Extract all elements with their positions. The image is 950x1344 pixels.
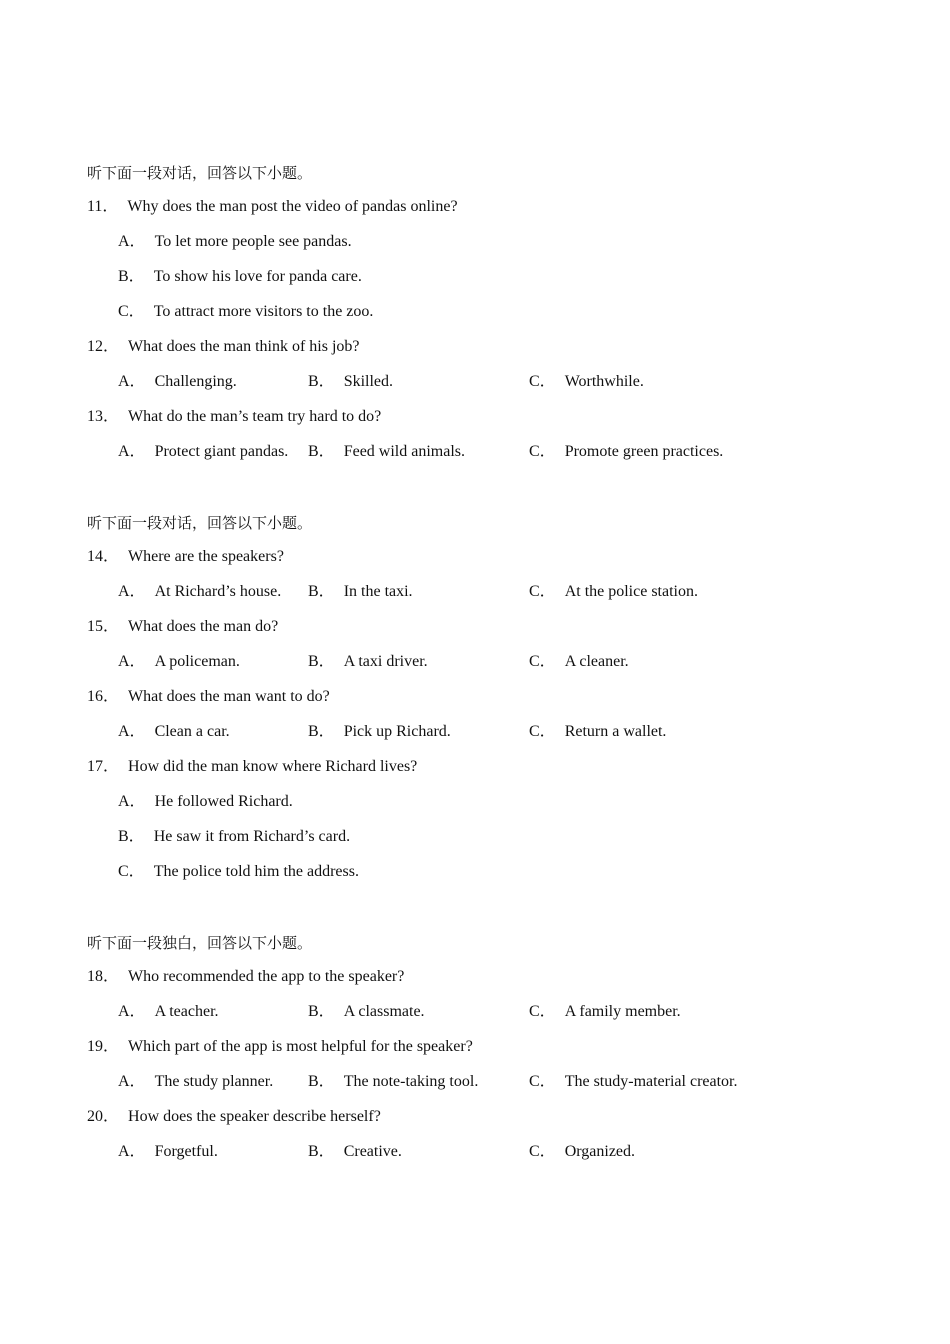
option-11-c[interactable] [118,302,373,322]
option-text: The study-material creator. [564,1073,738,1090]
option-14-a[interactable] [118,582,281,602]
question-text: Which part of the app is most helpful for the speaker? [128,1038,473,1055]
option-text: Challenging. [154,373,237,390]
option-12-a[interactable] [118,372,237,392]
question-19 [87,1037,473,1057]
question-12 [87,337,360,357]
option-letter: B． [118,268,145,285]
section-instruction: 听下面一段对话，回答以下小题。 [87,514,313,532]
question-15 [87,617,278,637]
question-text: How did the man know where Richard lives? [128,758,418,775]
question-number: 19． [87,1038,120,1055]
option-letter: A． [118,1073,146,1090]
question-number: 13． [87,408,120,425]
option-text: A teacher. [154,1003,219,1020]
question-text: Why does the man post the video of pandas online? [127,198,458,215]
question-number: 20． [87,1108,120,1125]
question-20 [87,1107,381,1127]
option-letter: B． [308,1073,335,1090]
option-20-b[interactable] [308,1142,402,1162]
option-letter: C． [529,723,556,740]
option-text: Worthwhile. [564,373,644,390]
option-letter: B． [308,373,335,390]
option-text: At the police station. [564,583,698,600]
option-17-c[interactable] [118,862,359,882]
option-letter: C． [529,1143,556,1160]
option-letter: A． [118,443,146,460]
option-18-a[interactable] [118,1002,219,1022]
option-text: A policeman. [154,653,240,670]
option-letter: A． [118,793,146,810]
question-text: Who recommended the app to the speaker? [128,968,405,985]
option-text: Return a wallet. [564,723,667,740]
option-letter: C． [529,1003,556,1020]
option-17-b[interactable] [118,827,350,847]
option-text: Skilled. [343,373,394,390]
question-text: What does the man do? [128,618,279,635]
option-20-a[interactable] [118,1142,218,1162]
option-letter: C． [118,863,145,880]
question-number: 14． [87,548,120,565]
option-letter: A． [118,233,146,250]
option-19-a[interactable] [118,1072,273,1092]
option-12-b[interactable] [308,372,393,392]
question-18 [87,967,404,987]
option-text: A family member. [564,1003,681,1020]
option-19-b[interactable] [308,1072,478,1092]
option-text: Organized. [564,1143,636,1160]
option-17-a[interactable] [118,792,293,812]
question-11 [87,197,458,217]
option-text: Protect giant pandas. [154,443,289,460]
option-18-b[interactable] [308,1002,425,1022]
option-text: A cleaner. [564,653,629,670]
option-text: He followed Richard. [154,793,293,810]
option-16-a[interactable] [118,722,230,742]
question-number: 17． [87,758,120,775]
question-text: Where are the speakers? [128,548,284,565]
option-text: The note-taking tool. [343,1073,479,1090]
option-letter: B． [118,828,145,845]
question-text: What does the man want to do? [128,688,330,705]
option-11-a[interactable] [118,232,352,252]
question-text: How does the speaker describe herself? [128,1108,381,1125]
question-number: 16． [87,688,120,705]
option-19-c[interactable] [529,1072,738,1092]
question-17 [87,757,417,777]
option-letter: A． [118,723,146,740]
option-text: Creative. [343,1143,402,1160]
option-text: He saw it from Richard’s card. [153,828,351,845]
option-text: To show his love for panda care. [153,268,362,285]
option-letter: A． [118,373,146,390]
option-letter: C． [529,653,556,670]
option-15-a[interactable] [118,652,240,672]
option-16-b[interactable] [308,722,451,742]
option-18-c[interactable] [529,1002,681,1022]
option-text: To attract more visitors to the zoo. [153,303,374,320]
option-letter: C． [529,373,556,390]
option-text: Feed wild animals. [343,443,465,460]
option-16-c[interactable] [529,722,666,742]
option-letter: A． [118,653,146,670]
option-13-c[interactable] [529,442,723,462]
question-number: 18． [87,968,120,985]
question-number: 12． [87,338,120,355]
option-15-b[interactable] [308,652,428,672]
option-letter: A． [118,1003,146,1020]
option-text: At Richard’s house. [154,583,282,600]
option-letter: A． [118,583,146,600]
option-letter: C． [529,1073,556,1090]
option-letter: B． [308,723,335,740]
option-text: The police told him the address. [153,863,359,880]
question-16 [87,687,330,707]
option-20-c[interactable] [529,1142,635,1162]
option-letter: B． [308,1143,335,1160]
option-text: Clean a car. [154,723,230,740]
option-text: To let more people see pandas. [154,233,352,250]
option-letter: C． [118,303,145,320]
option-letter: B． [308,1003,335,1020]
question-text: What do the man’s team try hard to do? [128,408,382,425]
section-instruction: 听下面一段对话，回答以下小题。 [87,164,313,182]
option-text: The study planner. [154,1073,274,1090]
option-text: Promote green practices. [564,443,724,460]
option-14-c[interactable] [529,582,698,602]
question-number: 15． [87,618,120,635]
question-13 [87,407,381,427]
option-letter: B． [308,583,335,600]
section-instruction: 听下面一段独白，回答以下小题。 [87,934,313,952]
option-11-b[interactable] [118,267,362,287]
question-number: 11． [87,198,119,215]
option-text: Forgetful. [154,1143,218,1160]
option-12-c[interactable] [529,372,644,392]
option-text: Pick up Richard. [343,723,451,740]
option-13-a[interactable] [118,442,288,462]
question-14 [87,547,284,567]
option-letter: C． [529,583,556,600]
option-14-b[interactable] [308,582,413,602]
option-letter: C． [529,443,556,460]
option-text: A taxi driver. [343,653,428,670]
option-13-b[interactable] [308,442,465,462]
option-text: A classmate. [343,1003,425,1020]
option-text: In the taxi. [343,583,413,600]
option-letter: B． [308,443,335,460]
option-15-c[interactable] [529,652,629,672]
option-letter: A． [118,1143,146,1160]
option-letter: B． [308,653,335,670]
question-text: What does the man think of his job? [128,338,360,355]
